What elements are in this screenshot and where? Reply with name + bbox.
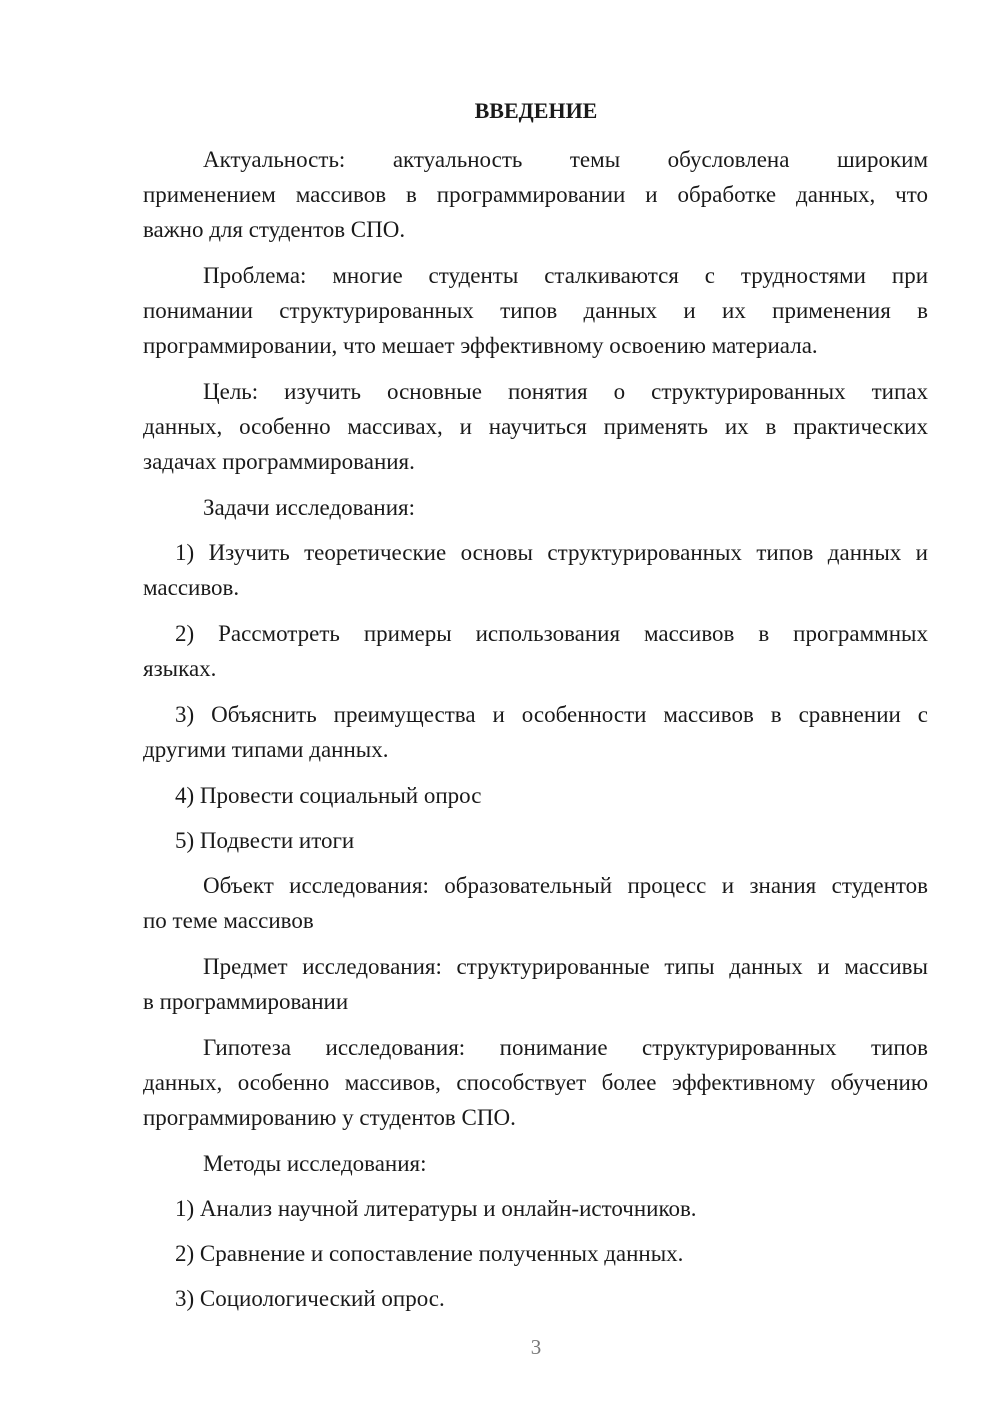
hypothesis-line-1: Гипотеза исследования: понимание структурированных типов	[203, 1035, 928, 1060]
task-3-line-2: другими типами данных.	[143, 737, 389, 762]
hypothesis-line-2: данных, особенно массивов, способствует более эффективному обучению	[143, 1070, 928, 1095]
problem-line-1: Проблема: многие студенты сталкиваются с трудностями при	[203, 263, 928, 288]
goal-line-2: данных, особенно массивах, и научиться применять их в практических	[143, 414, 928, 439]
object-line-1: Объект исследования: образовательный процесс и знания студентов	[203, 873, 928, 898]
task-2-line-1: 2) Рассмотреть примеры использования массивов в программных	[175, 621, 928, 646]
task-1-line-2: массивов.	[143, 575, 240, 600]
page-title: ВВЕДЕНИЕ	[474, 98, 598, 123]
goal-line-3: задачах программирования.	[143, 449, 415, 474]
task-1-line-1: 1) Изучить теоретические основы структурированных типов данных и	[175, 540, 928, 565]
tasks-heading: Задачи исследования:	[203, 495, 416, 520]
method-1: 1) Анализ научной литературы и онлайн-источников.	[175, 1196, 697, 1221]
goal-line-1: Цель: изучить основные понятия о структурированных типах	[203, 379, 928, 404]
method-3: 3) Социологический опрос.	[175, 1286, 445, 1311]
methods-heading: Методы исследования:	[203, 1151, 427, 1176]
task-2-line-2: языках.	[143, 656, 217, 681]
object-line-2: по теме массивов	[143, 908, 314, 933]
problem-line-3: программировании, что мешает эффективному освоению материала.	[143, 333, 818, 358]
relevance-line-2: применением массивов в программировании и обработке данных, что	[143, 182, 928, 207]
hypothesis-line-3: программированию у студентов СПО.	[143, 1105, 516, 1130]
method-2: 2) Сравнение и сопоставление полученных данных.	[175, 1241, 684, 1266]
subject-line-2: в программировании	[143, 989, 349, 1014]
task-5: 5) Подвести итоги	[175, 828, 355, 853]
relevance-line-1: Актуальность: актуальность темы обусловлена широким	[203, 147, 928, 172]
page-number: 3	[530, 1335, 542, 1359]
task-4: 4) Провести социальный опрос	[175, 783, 482, 808]
task-3-line-1: 3) Объяснить преимущества и особенности массивов в сравнении с	[175, 702, 928, 727]
relevance-line-3: важно для студентов СПО.	[143, 217, 406, 242]
subject-line-1: Предмет исследования: структурированные типы данных и массивы	[203, 954, 928, 979]
problem-line-2: понимании структурированных типов данных и их применения в	[143, 298, 928, 323]
